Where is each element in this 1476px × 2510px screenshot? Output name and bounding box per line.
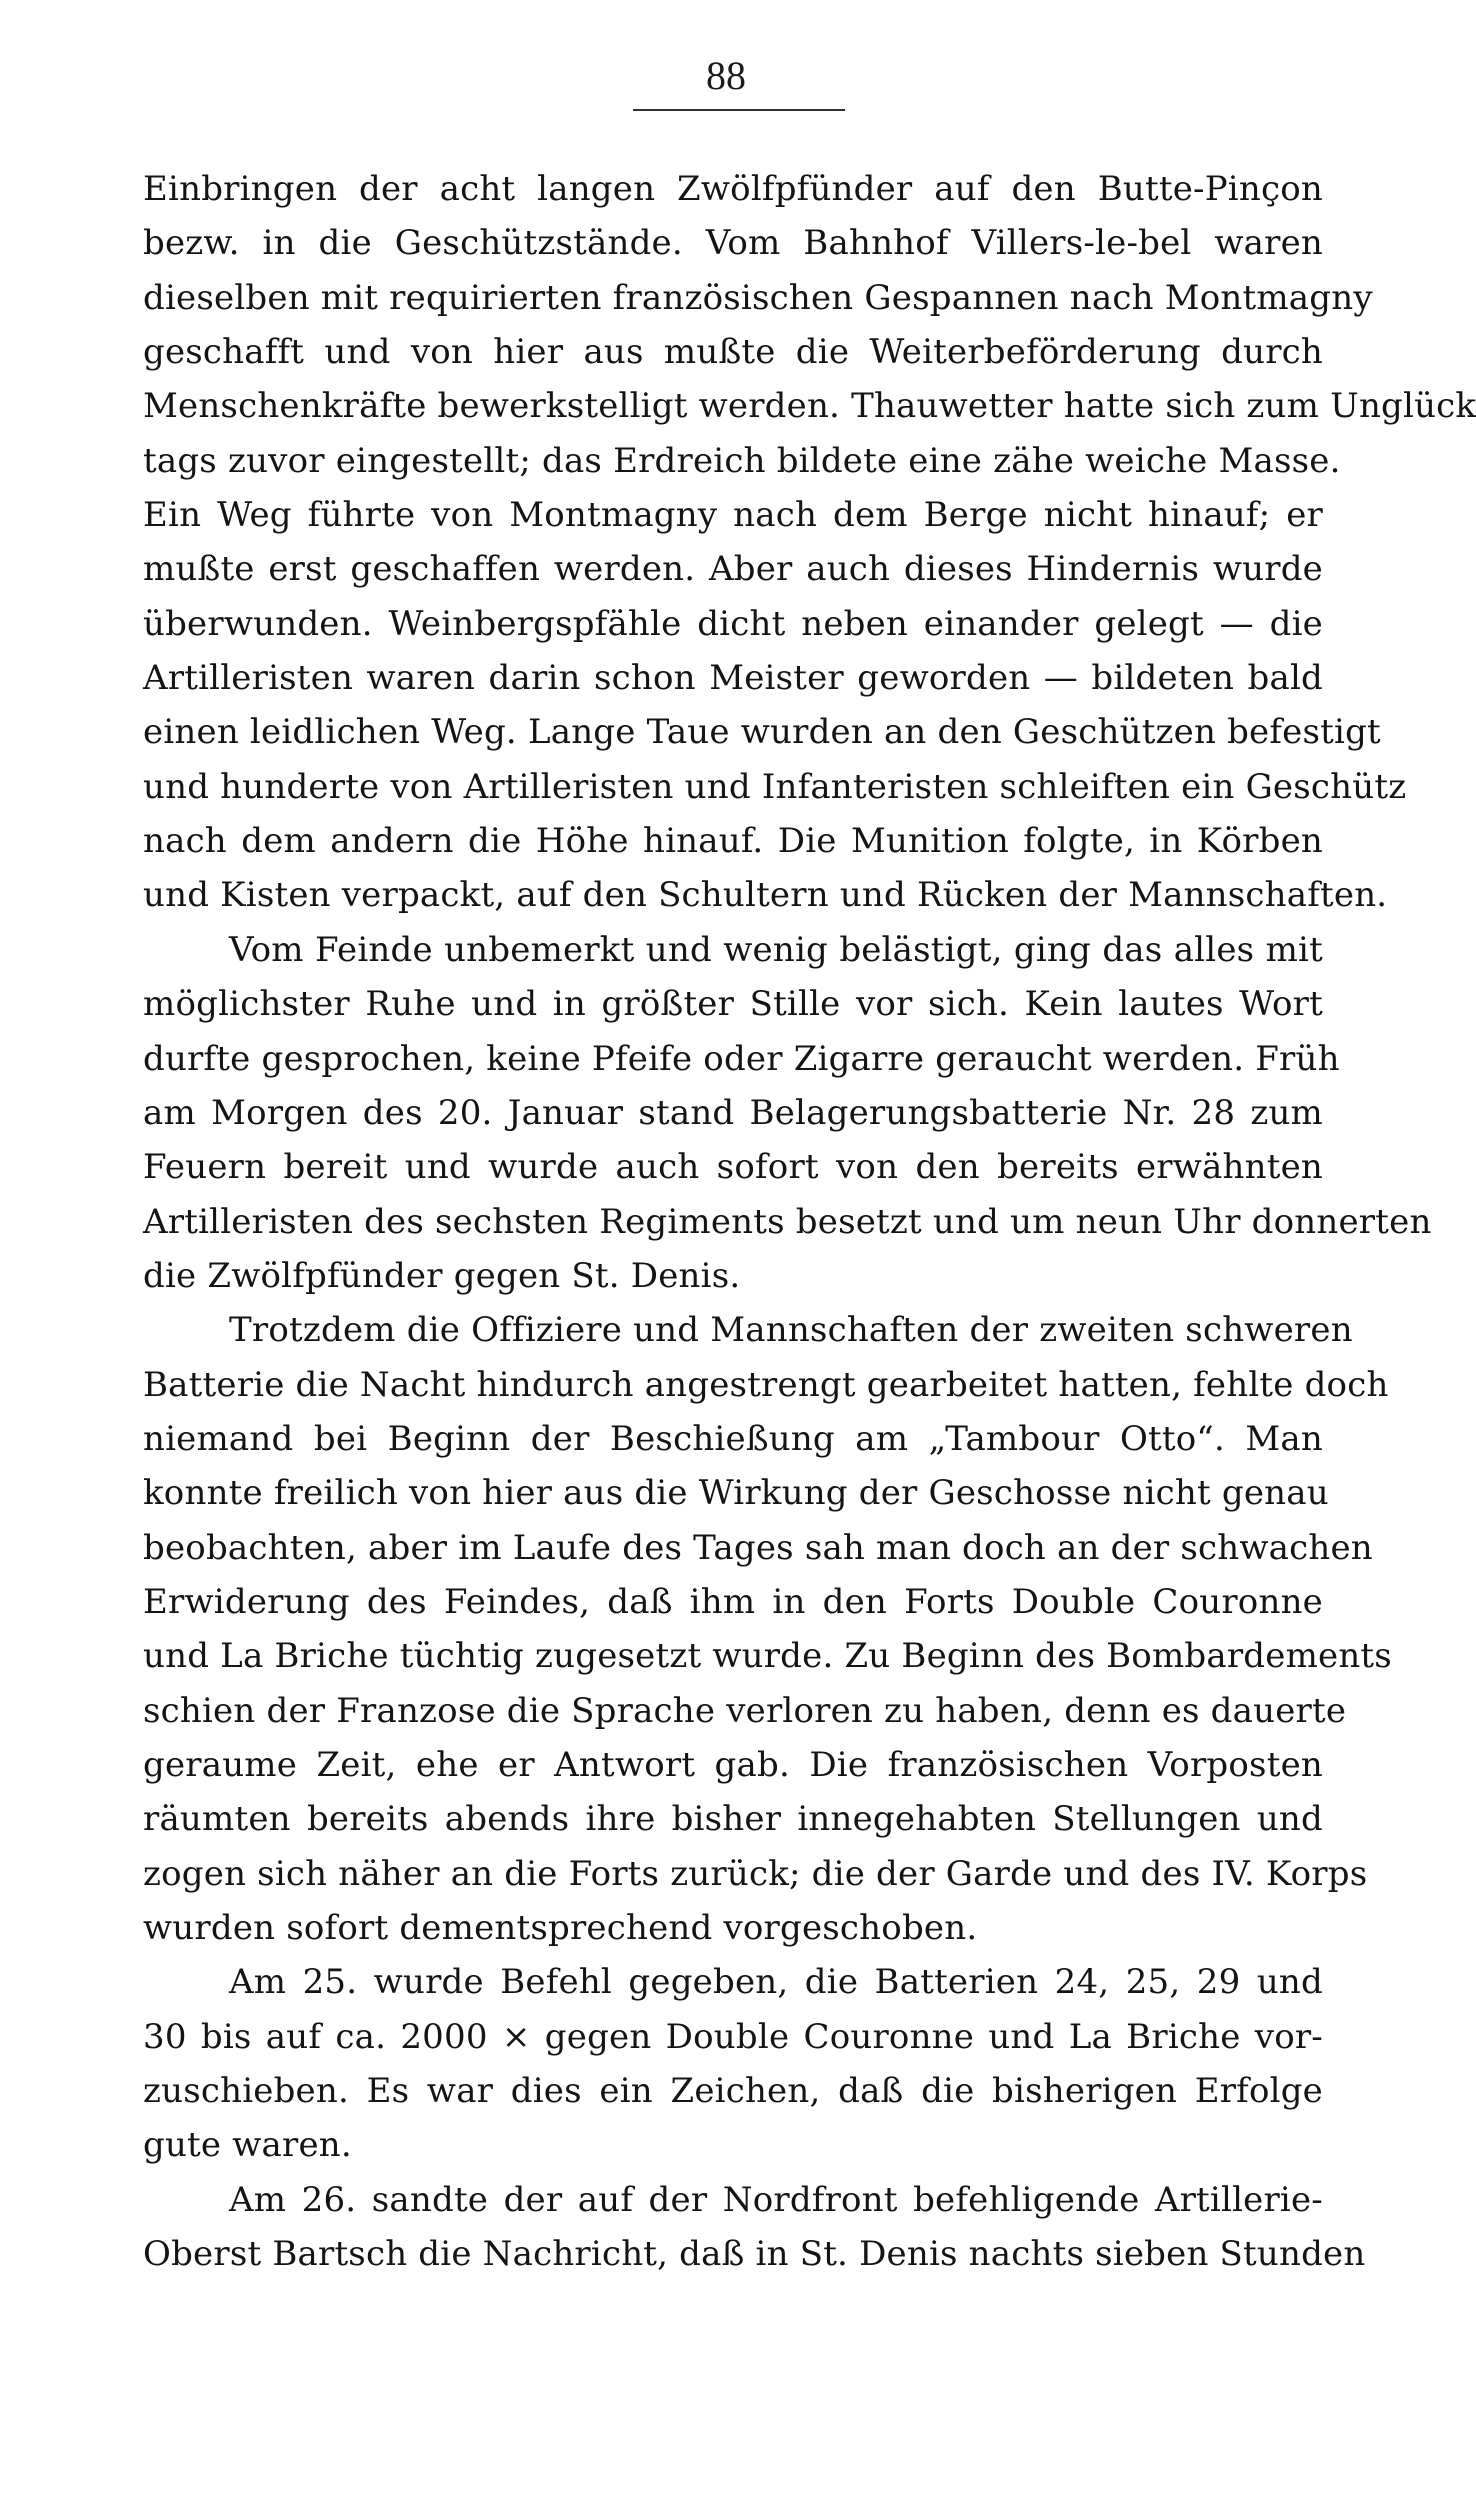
text-line: dieselben mit requirierten französischen Gespannen nach Montmagny: [143, 277, 1373, 318]
text-line: einen leidlichen Weg. Lange Taue wurden an den Geschützen befestigt: [143, 712, 1381, 753]
text-line: zogen sich näher an die Forts zurück; die der Garde und des IV. Korps: [143, 1853, 1368, 1894]
text-line: Batterie die Nacht hindurch angestrengt gearbeitet hatten, fehlte doch: [143, 1364, 1389, 1405]
text-line: schien der Franzose die Sprache verloren zu haben, denn es dauerte: [143, 1690, 1347, 1731]
text-line: räumten bereits abends ihre bisher innegehabten Stellungen und: [143, 1799, 1323, 1840]
text-line: 30 bis auf ca. 2000 × gegen Double Couronne und La Briche vor-: [143, 2016, 1323, 2057]
text-line: geschafft und von hier aus mußte die Weiterbeförderung durch: [143, 332, 1323, 373]
text-line: Feuern bereit und wurde auch sofort von den bereits erwähnten: [143, 1147, 1323, 1188]
text-line: Artilleristen des sechsten Regiments besetzt und um neun Uhr donnerten: [143, 1201, 1432, 1242]
paragraph-2: [143, 923, 1432, 1303]
text-line: niemand bei Beginn der Beschießung am „Tambour Otto“. Man: [143, 1418, 1323, 1459]
text-line: beobachten, aber im Laufe des Tages sah man doch an der schwachen: [143, 1527, 1373, 1568]
text-line: zuschieben. Es war dies ein Zeichen, daß die bisherigen Erfolge: [143, 2071, 1323, 2112]
text-line: tags zuvor eingestellt; das Erdreich bildete eine zähe weiche Masse.: [143, 440, 1341, 481]
text-line: überwunden. Weinbergspfähle dicht neben einander gelegt — die: [143, 603, 1323, 644]
text-line: Ein Weg führte von Montmagny nach dem Berge nicht hinauf; er: [143, 495, 1323, 536]
text-line: wurden sofort dementsprechend vorgeschoben.: [143, 1908, 978, 1948]
text-line: mußte erst geschaffen werden. Aber auch dieses Hindernis wurde: [143, 549, 1323, 590]
text-line: nach dem andern die Höhe hinauf. Die Munition folgte, in Körben: [143, 821, 1323, 862]
body-text: [143, 162, 1476, 2281]
page-number: 88: [706, 53, 746, 98]
text-line: bezw. in die Geschützstände. Vom Bahnhof Villers-le-bel waren: [143, 223, 1323, 264]
paragraph-5: [143, 2173, 1366, 2282]
text-line: Artilleristen waren darin schon Meister geworden — bildeten bald: [143, 658, 1323, 699]
text-line: am Morgen des 20. Januar stand Belagerungsbatterie Nr. 28 zum: [143, 1092, 1323, 1133]
text-line: möglichster Ruhe und in größter Stille vor sich. Kein lautes Wort: [143, 984, 1323, 1025]
text-line: die Zwölfpfünder gegen St. Denis.: [143, 1255, 741, 1296]
text-line: und La Briche tüchtig zugesetzt wurde. Zu Beginn des Bombardements: [143, 1636, 1392, 1677]
paragraph-4: [143, 1955, 1323, 2172]
header-rule: [633, 109, 845, 111]
text-line: Am 25. wurde Befehl gegeben, die Batterien 24, 25, 29 und: [229, 1962, 1323, 2003]
text-line: konnte freilich von hier aus die Wirkung der Geschosse nicht genau: [143, 1473, 1329, 1514]
text-line: Menschenkräfte bewerkstelligt werden. Thauwetter hatte sich zum Unglück: [143, 386, 1476, 427]
text-line: Erwiderung des Feindes, daß ihm in den Forts Double Couronne: [143, 1581, 1323, 1622]
paragraph-3: [143, 1303, 1392, 1955]
text-line: und Kisten verpackt, auf den Schultern und Rücken der Mannschaften.: [143, 875, 1388, 916]
paragraph-1: [143, 162, 1476, 923]
text-line: Trotzdem die Offiziere und Mannschaften der zweiten schweren: [229, 1310, 1353, 1351]
text-line: und hunderte von Artilleristen und Infanteristen schleiften ein Geschütz: [143, 766, 1407, 807]
text-line: Einbringen der acht langen Zwölfpfünder auf den Butte-Pinçon: [143, 169, 1323, 209]
text-line: Am 26. sandte der auf der Nordfront befehligende Artillerie-: [229, 2179, 1323, 2220]
text-line: Vom Feinde unbemerkt und wenig belästigt, ging das alles mit: [229, 929, 1323, 970]
text-line: Oberst Bartsch die Nachricht, daß in St. Denis nachts sieben Stunden: [143, 2234, 1366, 2275]
text-line: durfte gesprochen, keine Pfeife oder Zigarre geraucht werden. Früh: [143, 1038, 1340, 1079]
text-line: geraume Zeit, ehe er Antwort gab. Die französischen Vorposten: [143, 1744, 1323, 1785]
text-line: gute waren.: [143, 2125, 352, 2166]
